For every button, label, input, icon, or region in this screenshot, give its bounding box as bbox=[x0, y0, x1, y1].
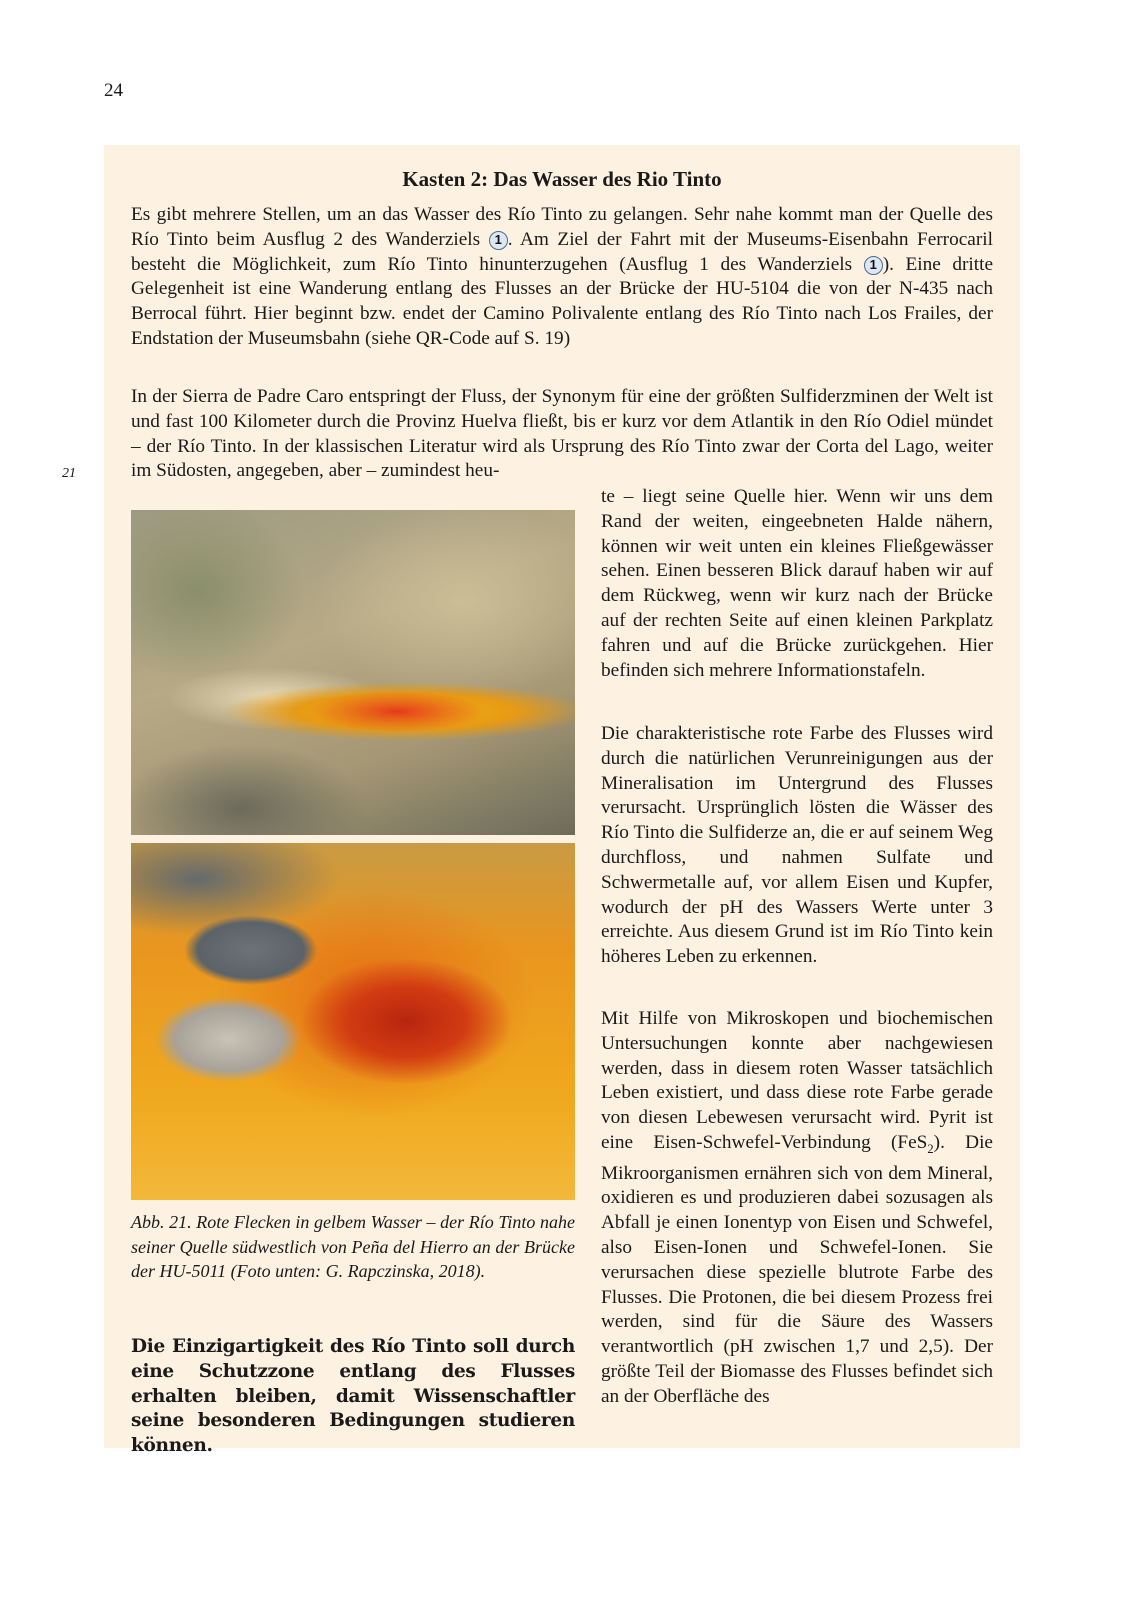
photo-red-water-closeup bbox=[131, 843, 575, 1200]
margin-figure-reference: 21 bbox=[62, 466, 76, 481]
paragraph-red-color: Die charakteristische rote Farbe des Flusses wird durch die natürlichen Verunreinigungen aus der Mineralisation im Untergrund des Flusses verursacht. Ursprünglich lösten die Wässer des Río Tinto die Sulfiderze an, die er auf seinem Weg durchfloss, und nahmen Sulfate und Schwermetalle auf, vor allem Eisen und Kupfer, wodurch der pH des Wassers Werte unter 3 erreichte. Aus diesem Grund ist im Río Tinto kein höheres Leben zu erkennen. bbox=[601, 723, 993, 968]
subscript: 2 bbox=[927, 1141, 934, 1156]
protection-note: Die Einzigartigkeit des Río Tinto soll durch eine Schutzzone entlang des Flusses erhalten bleiben, damit Wissenschaftler seine besonderen Bedingungen studieren können. bbox=[131, 1336, 575, 1457]
paragraph-origin: In der Sierra de Padre Caro entspringt der Fluss, der Synonym für eine der größten Sulfiderzminen der Welt ist und fast 100 Kilometer durch die Provinz Huelva fließt, bis er kurz vor dem Atlantik in den Río Odiel mündet – der Río Tinto. In der klassischen Literatur wird als Ursprung des Río Tinto zwar der Corta del Lago, weiter im Südosten, angegeben, aber – zumindest heu- bbox=[131, 386, 993, 482]
photo-river-source bbox=[131, 510, 575, 835]
info-box bbox=[104, 145, 1020, 1457]
text-segment: ). Eine dritte Gelegenheit ist eine Wanderung entlang des Flusses an der Brücke der HU-5104 die von der N-435 nach Berrocal führt. Hier beginnt bzw. endet der Camino Polivalente entlang des Río Tinto nach Los Frailes, der Endstation der Museumsbahn (siehe QR-Code auf S. 19) bbox=[131, 253, 994, 349]
destination-marker-icon: 1 bbox=[864, 256, 883, 275]
page-number: 24 bbox=[104, 80, 123, 101]
text-segment: Es gibt mehrere Stellen, um an das Wasser des Río Tinto zu gelangen. Sehr nahe kommt man der Quelle des Río Tinto beim Ausflug 2 des Wanderziels bbox=[131, 204, 993, 250]
paragraph-access-points bbox=[131, 203, 993, 352]
figure-caption: Abb. 21. Rote Flecken in gelbem Wasser – der Río Tinto nahe seiner Quelle südwestlich von Peña del Hierro an der Brücke der HU-5011 (Foto unten: G. Rapczinska, 2018). bbox=[131, 1212, 575, 1281]
text-segment: . Am Ziel der Fahrt mit der Museums-Eisenbahn Ferrocaril besteht die Möglichkeit, zum Río Tinto hinunterzugehen (Ausflug 1 des Wanderziels bbox=[131, 228, 993, 275]
box-title: Kasten 2: Das Wasser des Rio Tinto bbox=[402, 167, 722, 191]
text-segment: ). Die Mikroorganismen ernähren sich von dem Mineral, oxidieren es und produzieren dabei sozusagen als Abfall je einen Ionentyp von Eisen und Schwefel, also Eisen-Ionen und Schwefel-Ionen. Sie verursachen diese spezielle blutrote Farbe des Flusses. Die Protonen, die bei diesem Prozess frei werden, sind für die Säure des Wassers verantwortlich (pH zwischen 1,7 und 2,5). Der größte Teil der Biomasse des Flusses befindet sich an der Oberfläche des bbox=[601, 1131, 993, 1407]
text-segment: Mit Hilfe von Mikroskopen und biochemischen Untersuchungen konnte aber nachgewiesen werden, dass in diesem roten Wasser tatsächlich Leben existiert, und dass diese rote Farbe gerade von diesen Lebewesen verursacht wird. Pyrit ist eine Eisen-Schwefel-Verbindung (FeS bbox=[601, 1008, 993, 1153]
destination-marker-icon: 1 bbox=[489, 231, 508, 250]
paragraph-microorganisms bbox=[601, 1007, 993, 1410]
paragraph-origin-continued: te – liegt seine Quelle hier. Wenn wir uns dem Rand der weiten, eingeebneten Halde nähern, können wir weit unten ein kleines Fließgewässer sehen. Einen besseren Blick darauf haben wir auf dem Rückweg, wenn wir kurz nach der Brücke auf der rechten Seite auf einen kleinen Parkplatz fahren und auf die Brücke zurückgehen. Hier befinden sich mehrere Informationstafeln. bbox=[601, 486, 993, 681]
